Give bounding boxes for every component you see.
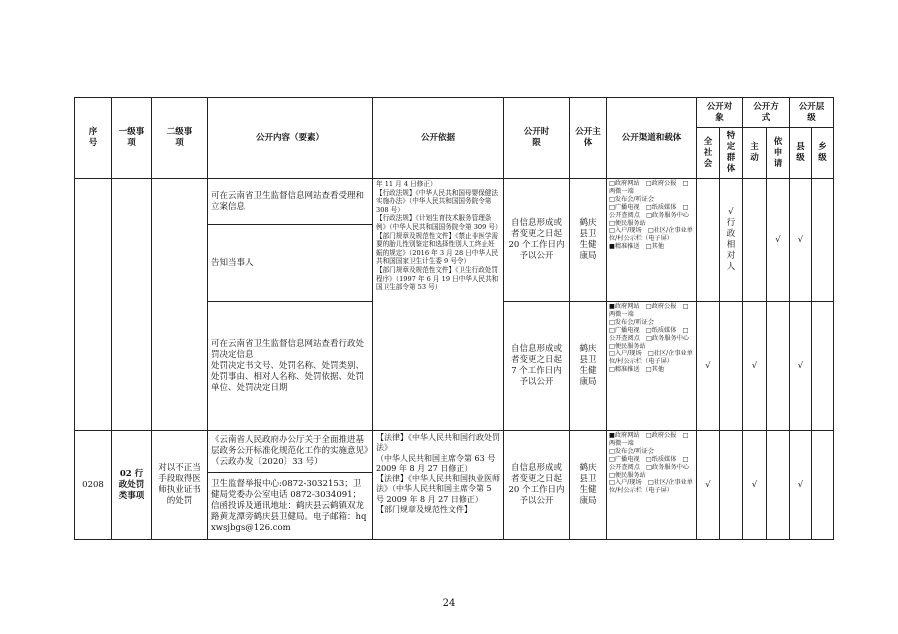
row1-level-county-2	[789, 301, 812, 431]
header-level-town	[811, 127, 834, 179]
header-method-apply	[766, 127, 790, 179]
row1-content-c-text: 可在云南省卫生监督信息网站查看行政处罚决定信息 处罚决定书文号、处罚名称、处罚类别、处罚事由、相对人名称、处罚依据、处罚单位、处罚决定日期	[211, 338, 365, 393]
header-content-text: 公开内容（要素）	[255, 132, 324, 143]
row1-method-apply-1	[766, 178, 790, 302]
row2-target-specific	[719, 430, 743, 540]
header-level-county-text: 县级	[796, 142, 805, 163]
row1-content-b	[207, 224, 373, 302]
row2-level1-text: 02 行政处罚类事项	[118, 468, 145, 501]
header-level1-text: 一级事项	[118, 127, 145, 148]
channel-line: □入户/现场 □社区/企事业单位/村公示栏（电子屏）	[609, 479, 693, 495]
channel-line: □便民服务站	[609, 471, 646, 479]
row1-level-town-2	[811, 301, 834, 431]
check-mark: √	[775, 234, 781, 245]
header-method-apply-text: 依申请	[773, 136, 783, 169]
row1-content-b-text: 告知当事人	[211, 257, 254, 268]
row2-method-active	[742, 430, 767, 540]
header-method-active	[742, 127, 767, 179]
channel-line: ■精准推送 □其他	[609, 243, 665, 251]
row1-time-limit-2	[503, 301, 570, 431]
row1-target-specific-1	[719, 178, 743, 302]
row1-level1	[111, 178, 152, 431]
check-mark: √	[705, 479, 711, 490]
row2-channel	[606, 430, 697, 540]
header-content	[207, 97, 373, 179]
row1-channel-2	[606, 301, 697, 431]
channel-line: □广播电视 □纸质媒体 □公开查阅点 □政务服务中心	[609, 455, 690, 471]
row1-target-specific-1-text: √行政相对人	[726, 207, 736, 272]
row1-time-limit-1-text: 自信息形成或者变更之日起 20 个工作日内予以公开	[508, 218, 565, 261]
row1-method-apply-2	[766, 301, 790, 431]
row2-level-county	[789, 430, 812, 540]
channel-line: □发布会/听证会	[609, 318, 655, 326]
row2-subject	[569, 430, 607, 540]
row2-level2-text: 对以不正当手段取得医师执业证书的处罚	[158, 463, 201, 506]
check-mark: √	[797, 479, 804, 490]
header-channel-text: 公开渠道和载体	[621, 132, 682, 143]
row2-seq	[74, 430, 112, 540]
row2-target-all	[696, 430, 720, 540]
row2-content-b-text: 卫生监督举报中心:0872-3032153；卫健局党委办公室电话 0872-3034091；信函投诉及通讯地址：鹤庆县云鹤镇双龙路黄龙潭旁鹤庆县卫健局。电子邮箱：hqxwsjbgs@126.com	[211, 478, 367, 533]
header-time-limit	[503, 97, 570, 179]
check-mark: √	[797, 234, 804, 245]
row1-content-c	[207, 301, 373, 431]
row1-time-limit-1	[503, 178, 570, 302]
header-subject	[569, 97, 607, 179]
header-subject-text: 公开主体	[575, 127, 601, 148]
row1-basis-line: 年 11 月 4 日修正）	[376, 180, 437, 188]
channel-line: □入户/现场 □社区/企事业单位/村公示栏（电子屏）	[609, 350, 693, 366]
channel-line: ■政府网站 □政府公报 □两微一端	[609, 432, 689, 447]
header-seq-text: 序号	[88, 127, 98, 148]
row2-basis-line: 【法律】《中华人民共和国行政处罚法》	[376, 433, 500, 453]
row1-channel-1	[606, 178, 697, 302]
header-level	[789, 97, 834, 128]
channel-line: □入户/现场 □社区/企事业单位/村公示栏（电子屏）	[609, 227, 693, 243]
row1-basis-line: 【部门规章及规范性文件】《卫生行政处罚程序》（1997 年 6 月 19 日中华人民共和国卫生部令第 53 号）	[376, 265, 499, 292]
row1-subject-2-text: 鹤庆县卫生健康局	[579, 344, 597, 387]
row1-target-all-1	[696, 178, 720, 302]
check-mark: √	[751, 479, 758, 490]
row1-time-limit-2-text: 自信息形成或者变更之日起 7 个工作日内予以公开	[510, 344, 562, 387]
header-basis-text: 公开依据	[420, 132, 455, 143]
row2-time-limit	[503, 430, 570, 540]
channel-line: □广播电视 □纸质媒体 □公开查阅点 □政务服务中心	[609, 203, 690, 219]
row2-method-apply	[766, 430, 790, 540]
channel-line: □便民服务站	[609, 342, 646, 350]
header-channel	[606, 97, 697, 179]
channel-line: ■政府网站 □政府公报 □两微一端	[609, 303, 689, 318]
row1-basis-line: 【行政法规】《计划生育技术服务管理条例》（中华人民共和国国务院令第 309 号）	[376, 214, 502, 231]
row2-level-town	[811, 430, 834, 540]
row2-basis-line: （中华人民共和国主席令第 63 号 2009 年 8 月 27 日修正）	[376, 453, 496, 473]
header-target-all-text: 全社会	[703, 136, 713, 169]
row1-level-town-1	[811, 178, 834, 302]
channel-line: □发布会/听证会	[609, 195, 655, 203]
row1-target-specific-2	[719, 301, 743, 431]
header-target-specific-text: 特定群体	[726, 131, 736, 174]
row1-subject-1-text: 鹤庆县卫生健康局	[579, 218, 597, 261]
row2-content-a-text: 《云南省人民政府办公厅关于全面推进基层政务公开标准化规范化工作的实施意见》（云政办发〔2020〕33 号）	[211, 435, 369, 467]
row2-subject-text: 鹤庆县卫生健康局	[579, 463, 597, 506]
header-level-text: 公开层级	[798, 101, 825, 123]
row1-basis-line: 【行政法规】《中华人民共和国母婴保健法实施办法》（中华人民共和国国务院令第 308 号）	[376, 188, 498, 214]
row1-level2	[151, 178, 208, 431]
row2-content-a	[207, 430, 373, 473]
check-mark: √	[705, 360, 711, 371]
channel-line: □发布会/听证会	[609, 447, 655, 455]
header-target-specific	[719, 127, 743, 179]
channel-line: □便民服务站	[609, 219, 646, 227]
header-seq	[74, 97, 112, 179]
page-number: 24	[442, 598, 456, 609]
header-target-all	[696, 127, 720, 179]
header-method	[742, 97, 790, 128]
header-level1	[111, 97, 152, 179]
header-time-limit-text: 公开时限	[523, 127, 550, 148]
channel-line: □精准推送 □其他	[609, 366, 665, 374]
header-level-county	[789, 127, 812, 179]
row1-method-active-2	[742, 301, 767, 431]
row1-basis	[372, 178, 504, 431]
header-basis	[372, 97, 504, 179]
row1-content-a	[207, 178, 373, 225]
row2-basis-line: 【部门规章及规范性文件】	[376, 505, 472, 515]
channel-line: □广播电视 □纸质媒体 □公开查阅点 □政务服务中心	[609, 326, 690, 342]
header-method-text: 公开方式	[753, 101, 779, 123]
header-level-town-text: 乡级	[818, 142, 827, 163]
header-method-active-text: 主动	[750, 142, 759, 163]
row1-content-a-text: 可在云南省卫生监督信息网站查看受理和立案信息	[211, 190, 365, 212]
check-mark: √	[751, 360, 758, 371]
row2-level2	[151, 430, 208, 540]
row1-subject-2	[569, 301, 607, 431]
row2-basis	[372, 430, 504, 540]
row1-basis-line: 【部门规章及规范性文件】《禁止非医学需要的胎儿性别鉴定和选择性别人工终止妊娠的规定》（2016 年 3 月 28 日中华人民共和国国家卫生计生委 9 号令）	[376, 231, 499, 266]
row2-basis-line: 【法律】《中华人民共和国执业医师法》（中华人民共和国主席令第 5 号 2009 年 8 月 27 日修正）	[376, 474, 500, 504]
row2-content-b	[207, 472, 373, 540]
row1-method-active-1	[742, 178, 767, 302]
check-mark: √	[797, 360, 804, 371]
header-target	[696, 97, 743, 128]
row1-level-county-1	[789, 178, 812, 302]
row2-time-limit-text: 自信息形成或者变更之日起 20 个工作日内予以公开	[508, 463, 565, 506]
row1-target-all-2	[696, 301, 720, 431]
header-level2-text: 二级事项	[166, 127, 193, 148]
header-level2	[151, 97, 208, 179]
row2-seq-text: 0208	[82, 479, 104, 490]
row1-seq	[74, 178, 112, 431]
row1-subject-1	[569, 178, 607, 302]
header-target-text: 公开对象	[706, 101, 733, 123]
channel-line: □政府网站 □政府公报 □两微一端	[609, 180, 689, 195]
row2-level1	[111, 430, 152, 540]
